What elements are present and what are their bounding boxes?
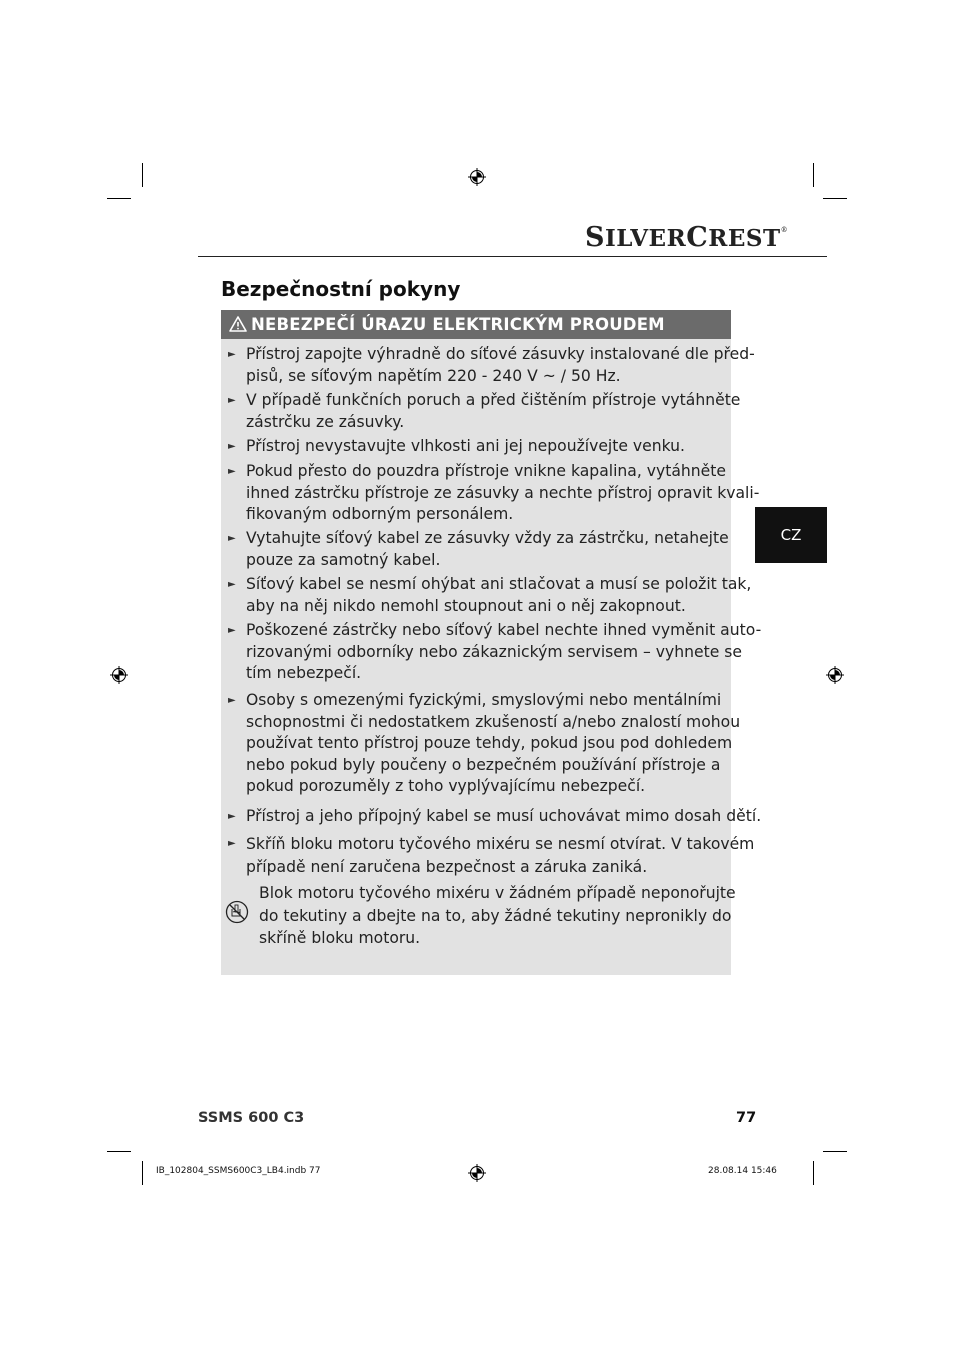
warning-item-line: rizovanými odborníky nebo zákaznickým servisem – vyhnete se — [246, 642, 742, 661]
file-info: IB_102804_SSMS600C3_LB4.indb 77 — [156, 1166, 321, 1176]
warning-item-text — [246, 620, 762, 685]
crop-mark — [813, 163, 814, 187]
bullet-arrow-icon: ► — [228, 533, 236, 544]
warning-item-line: Přístroj nevystavujte vlhkosti ani jej nepoužívejte venku. — [246, 437, 686, 455]
warning-triangle-icon — [229, 315, 247, 333]
warning-item-line: tím nebezpečí. — [246, 664, 362, 682]
warning-item-text — [246, 833, 755, 879]
warning-item-line: pokud porozuměly z toho vyplývajícímu nebezpečí. — [246, 777, 646, 795]
warning-item-line: Osoby s omezenými fyzickými, smyslovými nebo mentálními — [246, 691, 722, 709]
warning-item-line: nebo pokud byly poučeny o bezpečném používání přístroje a — [246, 755, 721, 774]
date-info: 28.08.14 15:46 — [708, 1166, 777, 1176]
bullet-arrow-icon: ► — [228, 695, 236, 706]
warning-item-line: Pokud přesto do pouzdra přístroje vnikne kapalina, vytáhněte — [246, 462, 726, 480]
warning-item-text — [246, 461, 760, 526]
warning-item-line: V případě funkčních poruch a před čištěním přístroje vytáhněte — [246, 391, 741, 409]
note-line: Blok motoru tyčového mixéru v žádném případě neponořujte — [259, 884, 736, 902]
bullet-arrow-icon: ► — [228, 838, 236, 849]
bullet-arrow-icon: ► — [228, 395, 236, 406]
crop-mark — [142, 1161, 143, 1185]
model-number: SSMS 600 C3 — [198, 1110, 305, 1126]
warning-item-text — [246, 390, 741, 433]
header-rule — [198, 256, 827, 257]
bullet-arrow-icon: ► — [228, 349, 236, 360]
bullet-arrow-icon: ► — [228, 579, 236, 590]
registration-mark-icon — [110, 666, 128, 684]
warning-item-line: pisů, se síťovým napětím 220 - 240 V ~ / 50 Hz. — [246, 366, 621, 385]
bullet-arrow-icon: ► — [228, 811, 236, 822]
warning-item-text — [246, 690, 741, 798]
warning-item-line: Přístroj zapojte výhradně do síťové zásuvky instalované dle před- — [246, 345, 755, 363]
warning-item-line: Poškozené zástrčky nebo síťový kabel nechte ihned vyměnit auto- — [246, 621, 762, 639]
bullet-arrow-icon: ► — [228, 441, 236, 452]
warning-item-line: fikovaným odborným personálem. — [246, 505, 514, 523]
crop-mark — [107, 198, 131, 199]
warning-item-line: Skříň bloku motoru tyčového mixéru se nesmí otvírat. V takovém — [246, 835, 755, 853]
warning-item-text — [246, 344, 755, 387]
registration-mark-icon — [468, 1164, 486, 1182]
warning-item-line: ihned zástrčku přístroje ze zásuvky a nechte přístroj opravit kvali- — [246, 483, 760, 502]
warning-heading-bar — [221, 310, 731, 339]
warning-item-text — [246, 574, 752, 617]
crop-mark — [107, 1151, 131, 1152]
no-immersion-icon — [225, 900, 249, 924]
bullet-arrow-icon: ► — [228, 466, 236, 477]
warning-item-text — [246, 528, 729, 571]
warning-item-line: schopnostmi či nedostatkem zkušeností a/nebo znalostí mohou — [246, 712, 741, 731]
page-number: 77 — [736, 1110, 757, 1126]
warning-item-text — [246, 806, 762, 828]
crop-mark — [142, 163, 143, 187]
warning-item-line: používat tento přístroj pouze tehdy, pokud jsou pod dohledem — [246, 734, 733, 752]
page-title: Bezpečnostní pokyny — [221, 277, 461, 301]
note-line: do tekutiny a dbejte na to, aby žádné tekutiny nepronikly do — [259, 906, 732, 925]
brand-logo: SILVERCREST® — [585, 222, 789, 253]
warning-item-line: zástrčku ze zásuvky. — [246, 412, 405, 431]
bullet-arrow-icon: ► — [228, 625, 236, 636]
crop-mark — [823, 198, 847, 199]
warning-item-text — [246, 436, 726, 458]
registration-mark-icon — [468, 168, 486, 186]
warning-item-line: Síťový kabel se nesmí ohýbat ani stlačovat a musí se položit tak, — [246, 575, 752, 593]
warning-heading: NEBEZPEČÍ ÚRAZU ELEKTRICKÝM PROUDEM — [251, 315, 665, 334]
crop-mark — [813, 1161, 814, 1185]
registration-mark-icon — [826, 666, 844, 684]
note-line: skříně bloku motoru. — [259, 929, 421, 947]
warning-box — [221, 310, 762, 975]
immersion-note — [259, 882, 736, 950]
language-tab: CZ — [755, 507, 827, 563]
warning-item-line: aby na něj nikdo nemohl stoupnout ani o něj zakopnout. — [246, 596, 686, 615]
warning-item-line: pouze za samotný kabel. — [246, 550, 441, 569]
warning-item-line: Vytahujte síťový kabel ze zásuvky vždy za zástrčku, netahejte — [246, 529, 729, 547]
warning-item-line: Přístroj a jeho přípojný kabel se musí uchovávat mimo dosah dětí. — [246, 807, 762, 825]
crop-mark — [823, 1151, 847, 1152]
warning-item-line: případě není zaručena bezpečnost a záruka zaniká. — [246, 858, 648, 876]
